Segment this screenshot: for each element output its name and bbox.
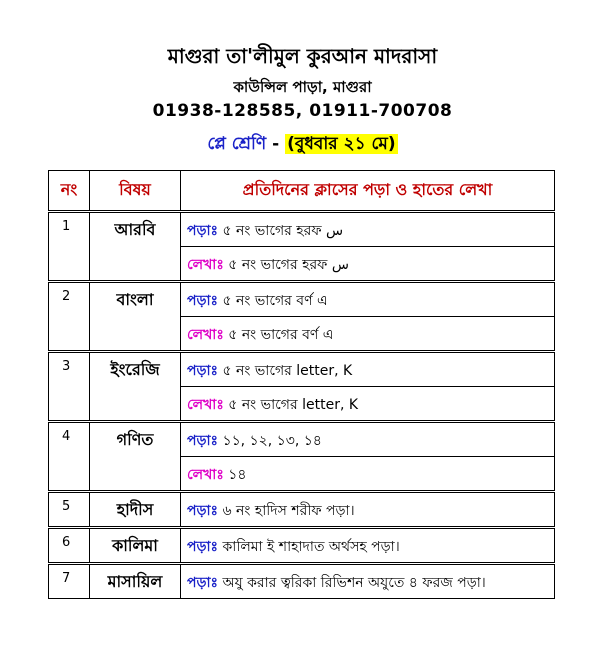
table-row [49, 282, 555, 317]
read-label: পড়াঃ [187, 433, 219, 449]
read-text: কালিমা ই শাহাদাত অর্থসহ পড়া। [218, 539, 400, 555]
header-work: প্রতিদিনের ক্লাসের পড়া ও হাতের লেখা [181, 171, 555, 212]
read-label: পড়াঃ [187, 223, 219, 239]
write-task [181, 457, 555, 492]
read-task [181, 212, 555, 247]
row-number: 4 [49, 422, 90, 492]
header-no: নং [49, 171, 90, 212]
read-task [181, 422, 555, 457]
class-name: প্লে শ্রেণি [207, 134, 267, 154]
read-label: পড়াঃ [187, 363, 219, 379]
row-number: 6 [49, 528, 90, 564]
table-row [49, 528, 555, 564]
read-label: পড়াঃ [187, 575, 219, 591]
row-subject: ইংরেজি [90, 352, 181, 422]
write-task [181, 387, 555, 422]
write-text: ১৪ [223, 467, 247, 483]
write-text: ৫ নং ভাগের হরফ س [223, 257, 349, 273]
write-label: লেখাঃ [187, 467, 224, 483]
class-title [0, 131, 605, 159]
table-row [49, 492, 555, 528]
row-subject: কালিমা [90, 528, 181, 564]
phone-numbers: 01938-128585, 01911-700708 [152, 101, 453, 121]
write-text: ৫ নং ভাগের বর্ণ এ [223, 327, 334, 343]
read-label: পড়াঃ [187, 293, 219, 309]
table-row [49, 422, 555, 457]
write-label: লেখাঃ [187, 397, 224, 413]
write-task [181, 317, 555, 352]
write-task [181, 247, 555, 282]
write-label: লেখাঃ [187, 327, 224, 343]
class-separator: - [266, 134, 286, 154]
read-task [181, 564, 555, 599]
read-label: পড়াঃ [187, 539, 219, 555]
read-text: ৫ নং ভাগের হরফ س [218, 223, 344, 239]
read-text: ৫ নং ভাগের letter, K [218, 363, 353, 379]
table-row [49, 564, 555, 599]
table-row [49, 352, 555, 387]
read-task [181, 282, 555, 317]
write-label: লেখাঃ [187, 257, 224, 273]
row-number: 2 [49, 282, 90, 352]
read-task [181, 492, 555, 528]
read-task [181, 528, 555, 564]
row-number: 1 [49, 212, 90, 282]
homework-table [48, 170, 555, 599]
header-subject: বিষয় [90, 171, 181, 212]
read-task [181, 352, 555, 387]
write-text: ৫ নং ভাগের letter, K [223, 397, 359, 413]
row-subject: আরবি [90, 212, 181, 282]
read-text: ৬ নং হাদিস শরীফ পড়া। [218, 503, 355, 519]
row-subject: হাদীস [90, 492, 181, 528]
read-text: ১১, ১২, ১৩, ১৪ [218, 433, 322, 449]
institution-name: মাগুরা তা'লীমুল কুরআন মাদরাসা [167, 44, 438, 68]
read-label: পড়াঃ [187, 503, 219, 519]
row-number: 3 [49, 352, 90, 422]
row-number: 7 [49, 564, 90, 599]
row-subject: গণিত [90, 422, 181, 492]
row-number: 5 [49, 492, 90, 528]
read-text: অযু করার ত্বরিকা রিভিশন অযুতে ৪ ফরজ পড়া। [218, 575, 486, 591]
institution-address: কাউন্সিল পাড়া, মাগুরা [233, 78, 372, 96]
read-text: ৫ নং ভাগের বর্ণ এ [218, 293, 328, 309]
table-header-row [49, 171, 555, 212]
table-row [49, 212, 555, 247]
row-subject: মাসায়িল [90, 564, 181, 599]
row-subject: বাংলা [90, 282, 181, 352]
class-date: (বুধবার ২১ মে) [287, 134, 396, 154]
